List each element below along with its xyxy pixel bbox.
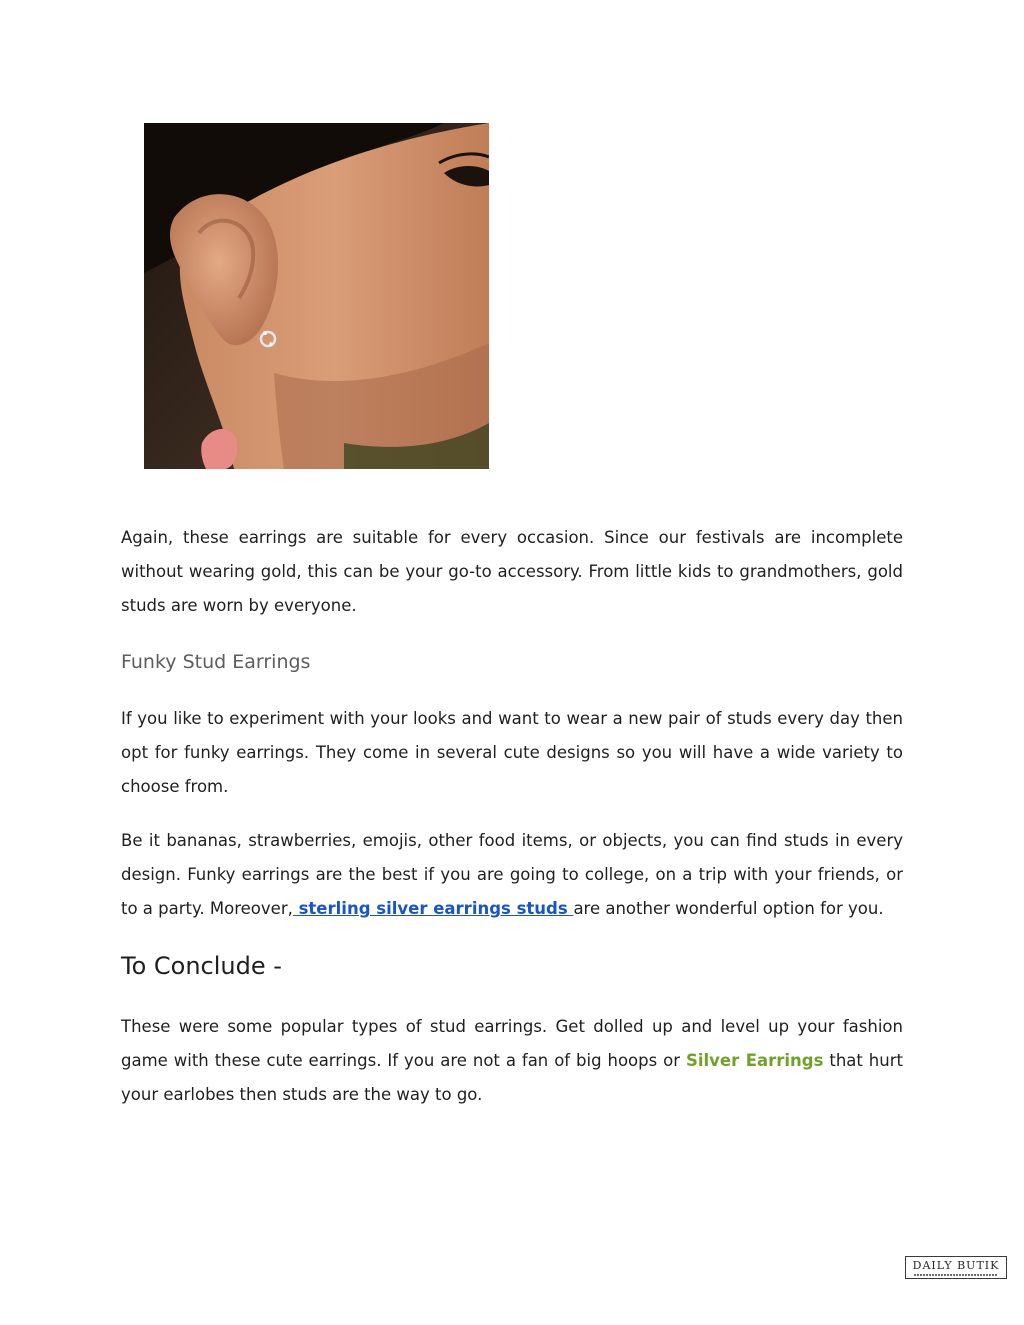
logo-tagline-line [914,1274,998,1276]
paragraph-conclusion-text-end: that hurt your earlobes then studs are the way to go. [121,1051,903,1104]
silver-earrings-link[interactable]: Silver Earrings [685,1051,824,1070]
paragraph-conclusion-text: These were some popular types of stud earrings. Get dolled up and level up your fashion game with these cute earrings. If you are not a fan of big hoops or [121,1017,903,1070]
paragraph-funky-intro: If you like to experiment with your looks and want to wear a new pair of studs every day then opt for funky earrings. They come in several cute designs so you will have a wide variety to choose from. [121,709,903,796]
paragraph-conclusion [121,1010,903,1112]
paragraph-funky-designs-text: Be it bananas, strawberries, emojis, other food items, or objects, you can find studs in every design. Funky earrings are the best if you are going to college, on a trip with your friends, or to a party. Moreover, [121,831,903,918]
heading-funky-stud-earrings: Funky Stud Earrings [121,651,311,673]
paragraph-funky-designs-text-end: are another wonderful option for you. [573,899,884,918]
logo-wordmark: DAILY BUTIK [912,1258,1000,1272]
daily-butik-logo [905,1256,1007,1279]
ear-stud-earring-photo [144,123,489,469]
sterling-silver-earrings-studs-link[interactable]: sterling silver earrings studs [292,899,574,918]
paragraph-occasion: Again, these earrings are suitable for every occasion. Since our festivals are incomplete without wearing gold, this can be your go-to accessory. From little kids to grandmothers, gold studs are worn by everyone. [121,528,903,615]
heading-to-conclude: To Conclude - [121,952,282,980]
paragraph-funky-designs [121,824,903,926]
